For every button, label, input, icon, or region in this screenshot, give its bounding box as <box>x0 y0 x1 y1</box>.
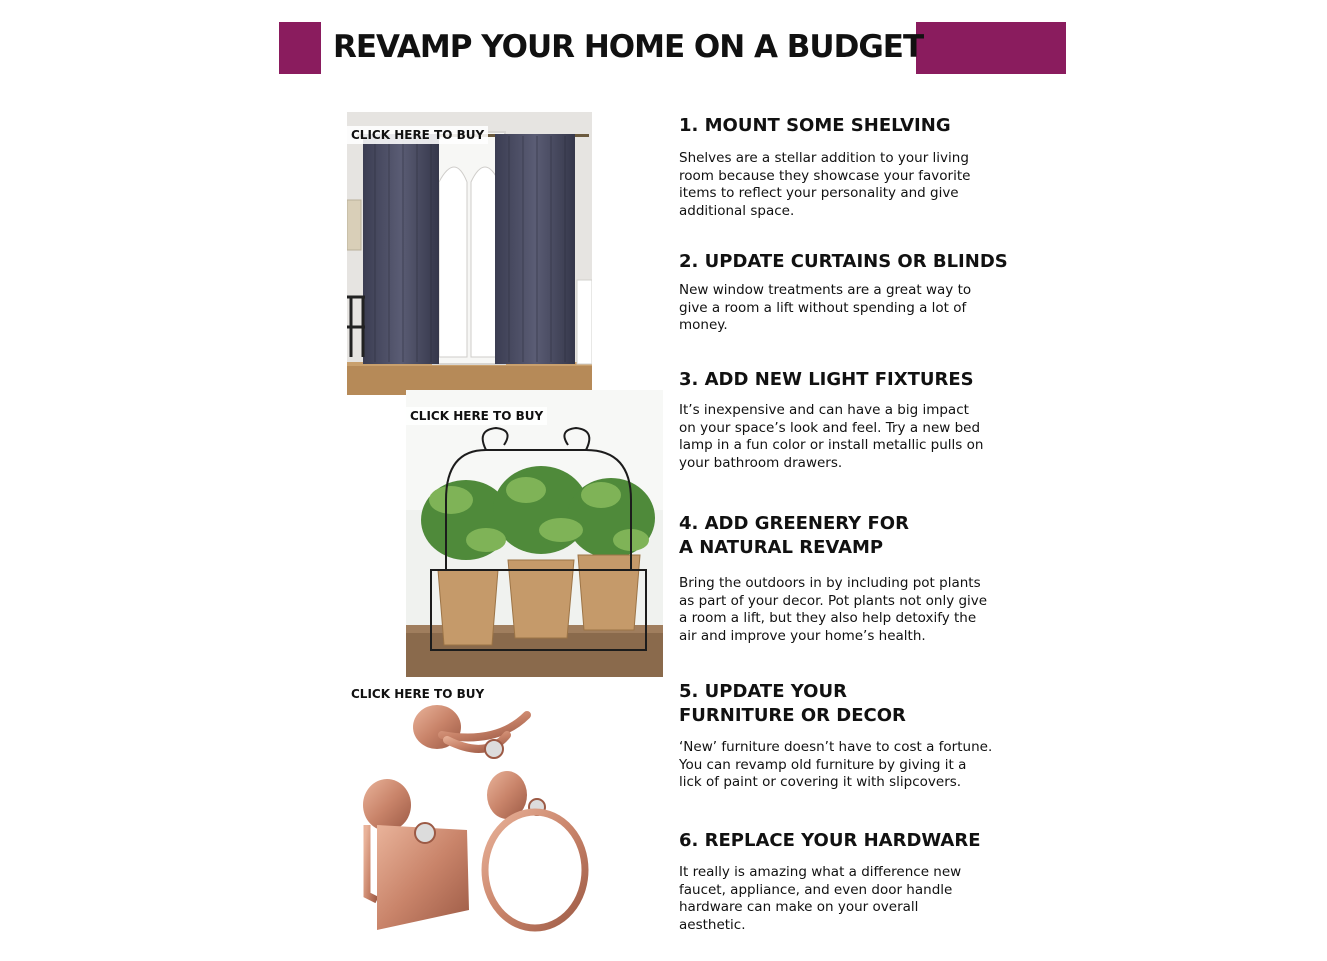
rose-gold-bathroom-hardware-photo[interactable] <box>347 685 607 940</box>
tip-4 <box>679 512 1019 646</box>
header-accent-left <box>279 22 321 74</box>
bathroom-hardware-image <box>347 685 607 940</box>
tip-heading: 2. UPDATE CURTAINS OR BLINDS <box>679 251 1008 272</box>
page-title: REVAMP YOUR HOME ON A BUDGET <box>333 29 924 65</box>
tip-5 <box>679 680 1019 792</box>
potted-herbs-photo[interactable] <box>406 390 663 677</box>
tip-heading: 4. ADD GREENERY FOR A NATURAL REVAMP <box>679 513 909 558</box>
tip-body: It’s inexpensive and can have a big impact on your space’s look and feel. Try a new bed lamp in a fun color or install metallic pulls on your bathroom drawers. <box>679 402 984 472</box>
tip-2 <box>679 250 1019 335</box>
buy-link-curtains[interactable]: CLICK HERE TO BUY <box>347 126 488 144</box>
tip-heading: 5. UPDATE YOUR FURNITURE OR DECOR <box>679 681 906 726</box>
tip-heading: 6. REPLACE YOUR HARDWARE <box>679 830 981 851</box>
tip-body: It really is amazing what a difference new faucet, appliance, and even door handle hardware can make on your overall aesthetic. <box>679 864 962 934</box>
tip-body: New window treatments are a great way to give a room a lift without spending a lot of money. <box>679 282 972 334</box>
tip-body: ‘New’ furniture doesn’t have to cost a fortune. You can revamp old furniture by giving it a lick of paint or covering it with slipcovers. <box>679 739 993 791</box>
buy-link-hardware[interactable]: CLICK HERE TO BUY <box>351 687 485 701</box>
tip-body: Bring the outdoors in by including pot plants as part of your decor. Pot plants not only give a room a lift, but they also help detoxify the air and improve your home’s health. <box>679 575 988 645</box>
tip-body: Shelves are a stellar addition to your living room because they showcase your favorite items to reflect your personality and give additional space. <box>679 150 971 220</box>
tip-heading: 3. ADD NEW LIGHT FIXTURES <box>679 369 974 390</box>
tip-1 <box>679 114 1019 221</box>
tip-3 <box>679 368 1019 473</box>
header-accent-right <box>916 22 1066 74</box>
tip-heading: 1. MOUNT SOME SHELVING <box>679 115 951 136</box>
tip-6 <box>679 829 1019 935</box>
potted-herbs-image <box>406 390 663 677</box>
curtains-image <box>347 112 592 395</box>
buy-link-herbs[interactable]: CLICK HERE TO BUY <box>406 407 547 425</box>
curtains-photo[interactable] <box>347 112 592 395</box>
